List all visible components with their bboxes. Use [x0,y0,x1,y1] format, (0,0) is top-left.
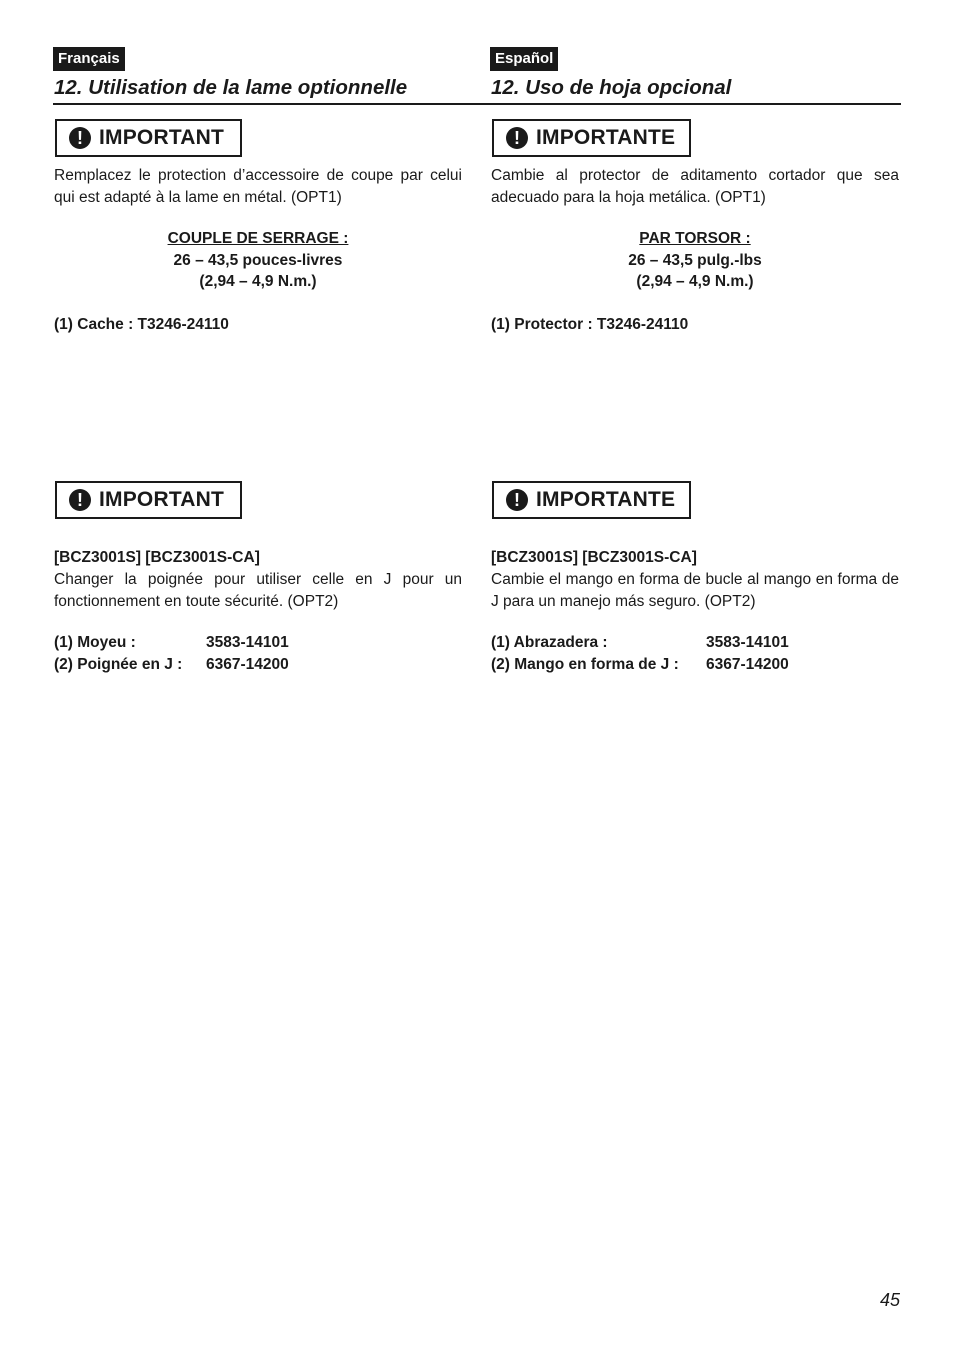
part-number: 3583-14101 [706,634,789,651]
language-tag: Español [490,47,558,71]
part-number: 3583-14101 [206,634,289,651]
torque-value-imperial: 26 – 43,5 pouces-livres [173,251,343,269]
part-line [491,654,789,676]
part-number: 6367-14200 [206,656,289,673]
spanish-column [490,0,900,1348]
part-opt1: (1) Cache : T3246-24110 [54,316,229,333]
torque-spec [53,228,463,293]
important-label: IMPORTANT [99,126,225,149]
page-number: 45 [880,1290,901,1310]
model-list: [BCZ3001S] [BCZ3001S-CA] [54,549,260,566]
important-label: IMPORTANT [99,488,225,511]
part-label: (1) Moyeu : [54,634,136,651]
part-label: (2) Poignée en J : [54,656,183,673]
torque-value-imperial: 26 – 43,5 pulg.-lbs [628,251,762,269]
torque-value-metric: (2,94 – 4,9 N.m.) [636,273,754,290]
part-line [491,632,789,654]
section-title: 12. Utilisation de la lame optionnelle [54,76,408,99]
exclamation-icon: ! [506,489,528,511]
important-label: IMPORTANTE [536,488,676,511]
opt2-instruction: Changer la poignée pour utiliser celle en J pour un fonctionnement en toute sécurité. (OPT2) [54,571,462,610]
important-notice-box [55,481,242,519]
part-number: 6367-14200 [706,656,789,673]
important-label: IMPORTANTE [536,126,676,149]
part-opt1: (1) Protector : T3246-24110 [491,316,689,333]
exclamation-icon: ! [69,127,91,149]
exclamation-icon: ! [506,127,528,149]
part-line [54,632,289,654]
important-notice-box [55,119,242,157]
french-column [53,0,463,1348]
model-list: [BCZ3001S] [BCZ3001S-CA] [491,549,697,566]
header-rule [53,103,901,105]
torque-spec [490,228,900,293]
language-tag: Français [53,47,125,71]
exclamation-icon: ! [69,489,91,511]
torque-value-metric: (2,94 – 4,9 N.m.) [199,273,317,290]
important-notice-box [492,481,691,519]
opt2-instruction: Cambie el mango en forma de bucle al mango en forma de J para un manejo más seguro. (OPT2) [491,571,899,610]
section-title: 12. Uso de hoja opcional [491,76,732,99]
part-line [54,654,289,676]
opt1-instruction: Cambie al protector de aditamento cortador que sea adecuado para la hoja metálica. (OPT1) [491,167,899,206]
torque-label: PAR TORSOR : [639,230,751,247]
important-notice-box [492,119,691,157]
opt1-instruction: Remplacez le protection d’accessoire de coupe par celui qui est adapté à la lame en métal. (OPT1) [54,167,462,206]
torque-label: COUPLE DE SERRAGE : [167,230,349,247]
part-label: (2) Mango en forma de J : [491,656,679,673]
part-label: (1) Abrazadera : [491,634,608,651]
